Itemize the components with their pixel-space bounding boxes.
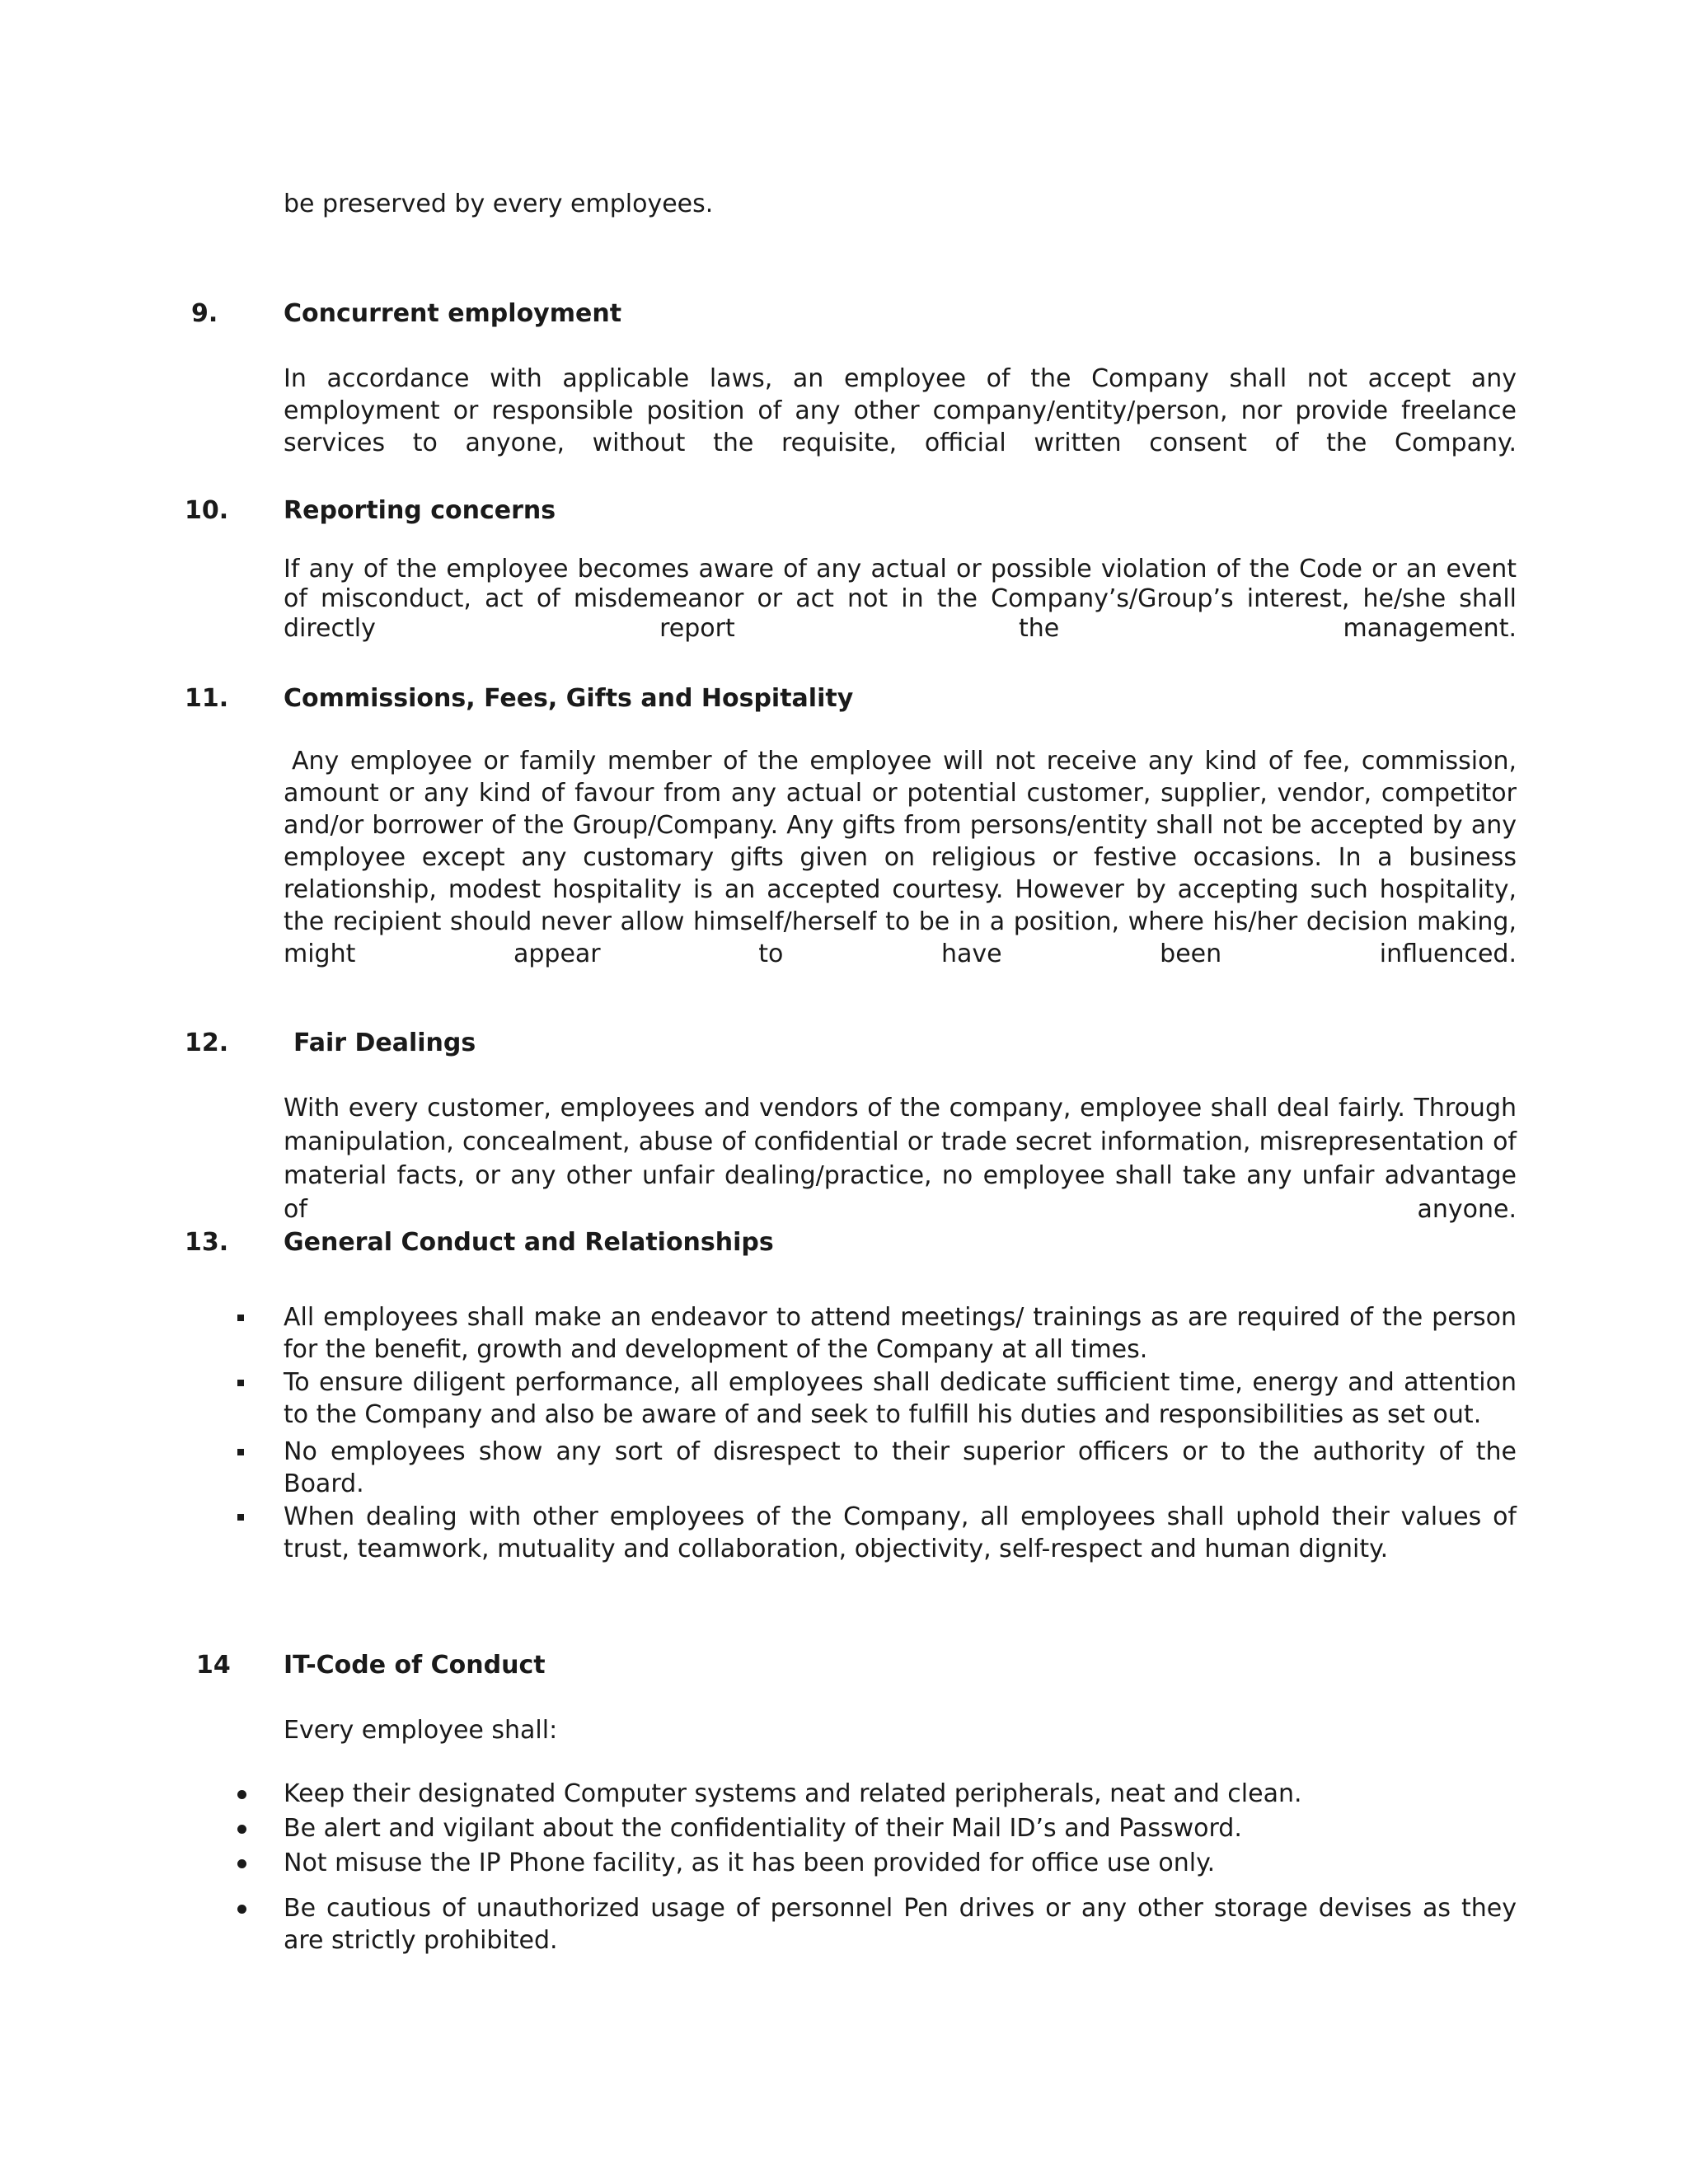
section-14-title: IT-Code of Conduct [284,1651,546,1680]
square-bullet-icon [237,1315,244,1321]
list-item: All employees shall make an endeavor to attend meetings/ trainings as are required of the person for the benefit, growth and development of the Company at all times. [284,1301,1517,1366]
section-11-body: Any employee or family member of the employee will not receive any kind of fee, commission, amount or any kind of favour from any actual or potential customer, supplier, vendor, competitor and/or borrower of the Group/Company. Any gifts from persons/entity shall not be accepted by any employee except any customary gifts given on religious or festive occasions. In a business relationship, modest hospitality is an accepted courtesy. However by accepting such hospitality, the recipient should never allow himself/herself to be in a position, where his/her decision making, might appear to have been influenced. [284,747,1517,968]
round-bullet-icon [237,1859,246,1868]
round-bullet-icon [237,1790,246,1799]
round-bullet-icon [237,1825,246,1834]
section-14-list [284,1778,1517,1957]
section-13-title: General Conduct and Relationships [284,1228,774,1257]
section-11-number: 11. [185,684,229,713]
section-11-title: Commissions, Fees, Gifts and Hospitality [284,684,854,713]
section-9-number: 9. [191,299,218,328]
round-bullet-icon [237,1905,246,1914]
list-item: No employees show any sort of disrespect to their superior officers or to the authority of the Board. [284,1436,1517,1500]
list-item: Be cautious of unauthorized usage of personnel Pen drives or any other storage devises as they are strictly prohibited. [284,1892,1517,1957]
list-item: When dealing with other employees of the Company, all employees shall uphold their values of trust, teamwork, mutuality and collaboration, objectivity, self-respect and human dignity. [284,1501,1517,1565]
section-10-body: If any of the employee becomes aware of any actual or possible violation of the Code or an event of misconduct, act of misdemeanor or act not in the Company’s/Group’s interest, he/she shall directly report the management. [284,555,1517,643]
section-9-body: In accordance with applicable laws, an employee of the Company shall not accept any employment or responsible position of any other company/entity/person, nor provide freelance services to anyone, without the requisite, official written consent of the Company. [284,364,1517,457]
section-14-number: 14 [196,1651,231,1680]
section-10-number: 10. [185,496,229,525]
list-item: Be alert and vigilant about the confidentiality of their Mail ID’s and Password. [284,1812,1517,1844]
list-item: To ensure diligent performance, all employees shall dedicate sufficient time, energy and attention to the Company and also be aware of and seek to fulfill his duties and responsibilities as set out. [284,1366,1517,1431]
square-bullet-icon [237,1449,244,1455]
section-13-number: 13. [185,1228,229,1257]
list-item: Not misuse the IP Phone facility, as it has been provided for office use only. [284,1847,1517,1879]
continued-paragraph: be preserved by every employees. [284,190,714,218]
section-14-intro: Every employee shall: [284,1716,558,1745]
section-12-number: 12. [185,1029,229,1057]
square-bullet-icon [237,1380,244,1386]
section-10-title: Reporting concerns [284,496,556,525]
section-12-title: Fair Dealings [293,1029,476,1057]
list-item: Keep their designated Computer systems and related peripherals, neat and clean. [284,1778,1517,1810]
section-12-body: With every customer, employees and vendors of the company, employee shall deal fairly. Through manipulation, concealment, abuse of confidential or trade secret information, misrepresentation of material facts, or any other unfair dealing/practice, no employee shall take any unfair advantage of anyone. [284,1094,1517,1224]
square-bullet-icon [237,1514,244,1521]
section-13-list [284,1301,1517,1565]
section-9-title: Concurrent employment [284,299,622,328]
